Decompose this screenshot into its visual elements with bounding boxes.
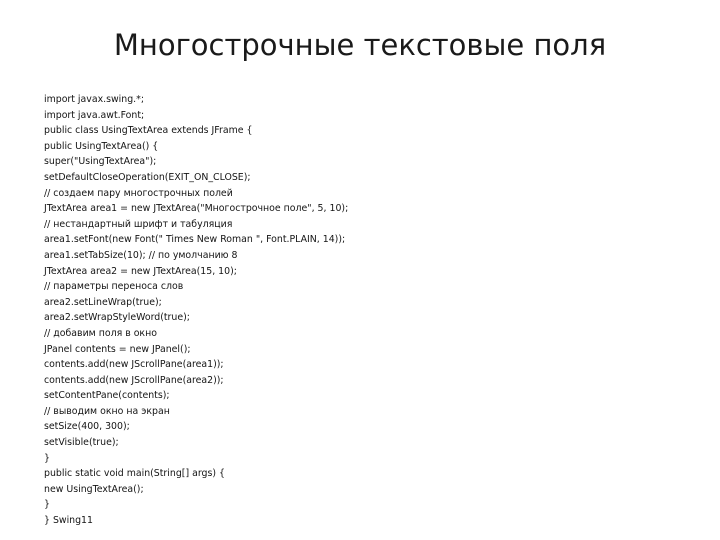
code-line: area1.setFont(new Font(" Times New Roman ", Font.PLAIN, 14)); [44, 234, 346, 246]
code-line: setVisible(true); [44, 437, 119, 449]
code-line: import javax.swing.*; [44, 94, 144, 105]
code-line: super("UsingTextArea"); [44, 156, 157, 168]
code-line: import java.awt.Font; [44, 109, 145, 121]
code-line: area2.setWrapStyleWord(true); [44, 312, 190, 324]
code-line: public class UsingTextArea extends JFrame { [44, 125, 253, 137]
code-line: // выводим окно на экран [44, 405, 170, 417]
code-line: setDefaultCloseOperation(EXIT_ON_CLOSE); [44, 171, 251, 183]
code-line: // нестандартный шрифт и табуляция [44, 218, 233, 230]
code-line: contents.add(new JScrollPane(area1)); [44, 359, 224, 371]
code-listing [44, 92, 684, 529]
code-line: public UsingTextArea() { [44, 140, 159, 152]
code-line: contents.add(new JScrollPane(area2)); [44, 374, 224, 386]
code-line: } [44, 452, 50, 464]
code-line: public static void main(String[] args) { [44, 468, 225, 480]
code-line: } [44, 499, 50, 511]
code-line: new UsingTextArea(); [44, 483, 144, 495]
code-line: area1.setTabSize(10); // по умолчанию 8 [44, 249, 238, 261]
code-line: setContentPane(contents); [44, 390, 170, 402]
code-line: // добавим поля в окно [44, 327, 157, 339]
code-line: // параметры переноса слов [44, 281, 184, 293]
code-line: area2.setLineWrap(true); [44, 296, 162, 308]
code-line: JTextArea area2 = new JTextArea(15, 10); [44, 265, 237, 277]
code-line: JTextArea area1 = new JTextArea("Многострочное поле", 5, 10); [44, 203, 349, 215]
code-line: setSize(400, 300); [44, 421, 130, 433]
code-line: } Swing11 [44, 515, 93, 527]
code-line: JPanel contents = new JPanel(); [44, 343, 191, 355]
slide-title: Многострочные текстовые поля [113, 28, 607, 62]
code-line: // создаем пару многострочных полей [44, 187, 233, 199]
